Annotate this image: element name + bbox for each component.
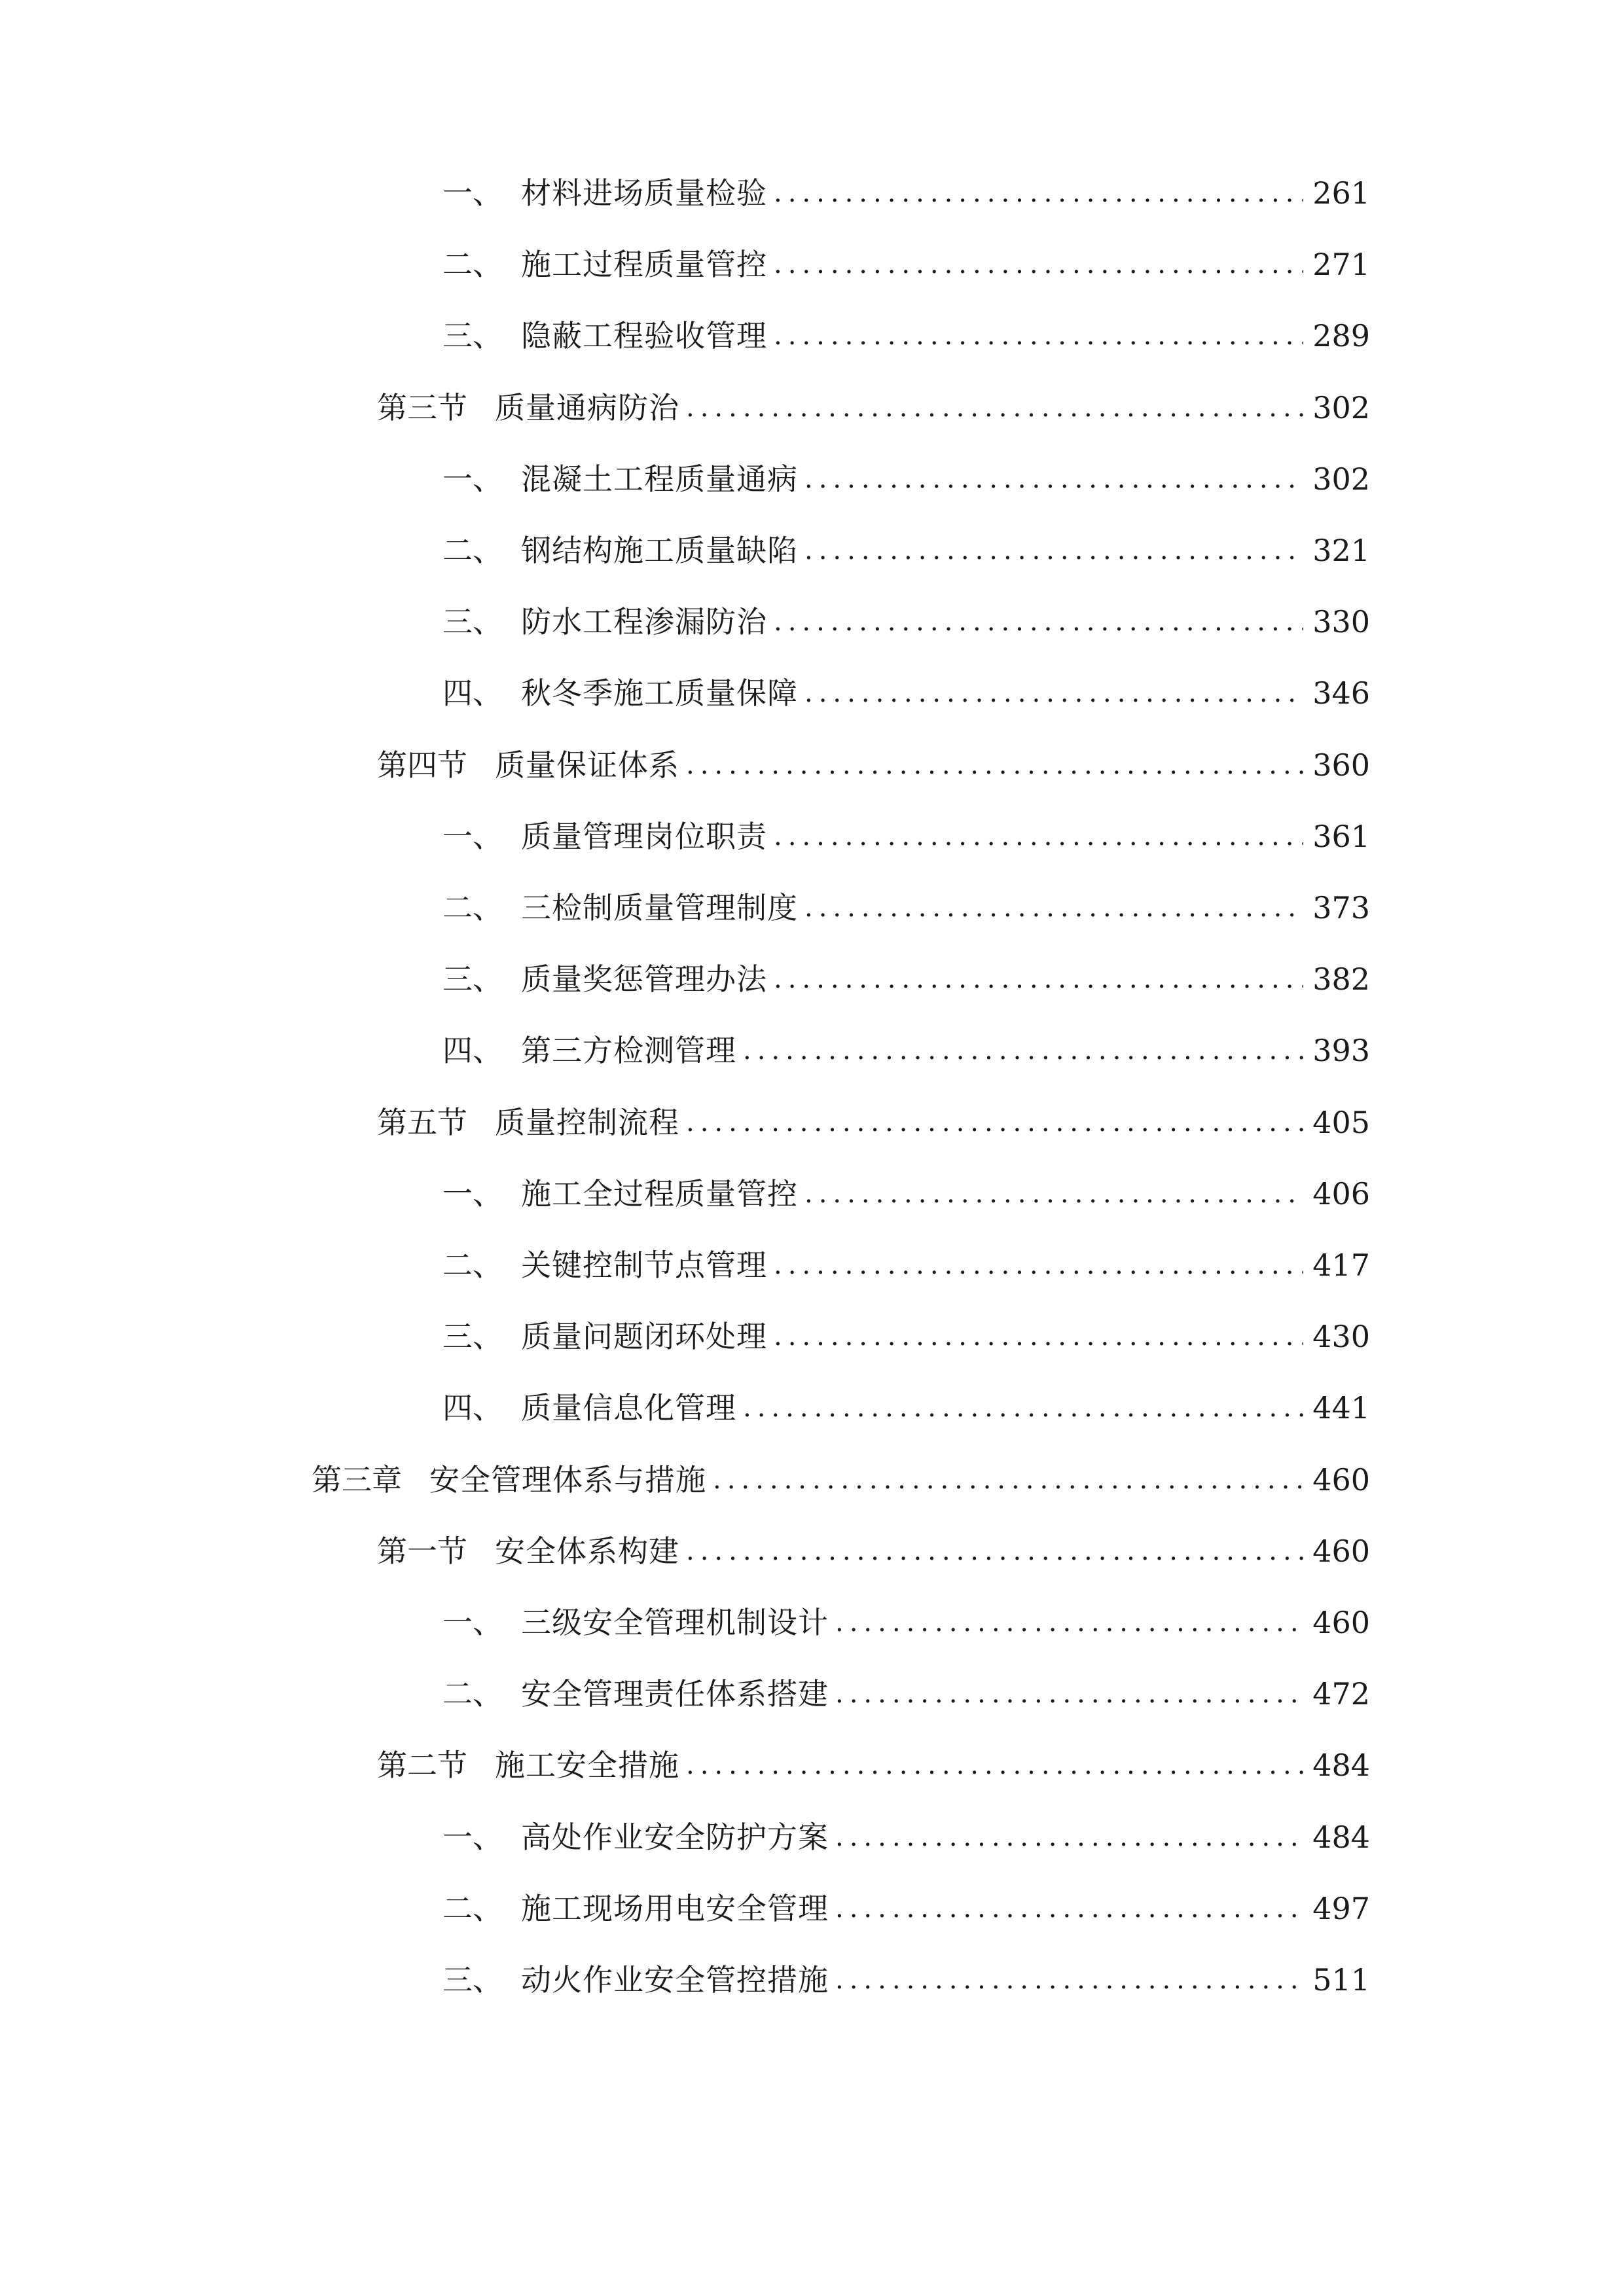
toc-dot-leader [835,1811,1303,1863]
toc-dot-leader [774,310,1303,362]
toc-entry[interactable] [442,310,1370,362]
toc-entry-page-number: 360 [1312,747,1370,783]
toc-entry-title: 高处作业安全防护方案 [521,1820,829,1855]
toc-entry-title: 质量通病防治 [495,390,679,425]
toc-entry-page-number: 417 [1312,1247,1370,1283]
toc-entry[interactable] [442,1668,1370,1720]
toc-entry[interactable] [442,953,1370,1005]
toc-entry-page-number: 484 [1312,1820,1370,1855]
toc-entry-page-number: 405 [1312,1105,1370,1140]
toc-entry-title: 施工过程质量管控 [521,247,767,282]
toc-entry[interactable] [312,1454,1370,1506]
toc-entry-title: 施工现场用电安全管理 [521,1891,829,1926]
toc-entry-title: 质量控制流程 [495,1105,679,1140]
toc-dot-leader [804,453,1303,505]
toc-entry-page-number: 373 [1312,890,1370,925]
toc-entry[interactable] [442,1168,1370,1220]
toc-entry-number: 三、 [442,604,503,639]
toc-entry-number: 二、 [442,533,503,568]
toc-entry-page-number: 441 [1312,1390,1370,1426]
toc-dot-leader [686,1739,1303,1791]
toc-entry-title: 材料进场质量检验 [521,175,767,211]
toc-entry-page-number: 271 [1312,247,1370,282]
toc-entry-page-number: 321 [1312,533,1370,568]
toc-entry-page-number: 330 [1312,604,1370,639]
toc-entry-page-number: 361 [1312,819,1370,854]
toc-entry[interactable] [442,524,1370,577]
toc-dot-leader [804,667,1303,719]
toc-entry-title: 关键控制节点管理 [521,1247,767,1283]
toc-entry-title: 三检制质量管理制度 [521,890,798,925]
toc-entry[interactable] [377,1739,1370,1791]
toc-entry-title: 安全管理体系与措施 [429,1462,706,1498]
toc-dot-leader [804,1168,1303,1220]
toc-entry-number: 第四节 [377,747,467,783]
toc-entry[interactable] [377,1525,1370,1577]
toc-entry-title: 质量问题闭环处理 [521,1319,767,1354]
toc-entry-page-number: 302 [1312,461,1370,497]
toc-entry[interactable] [442,596,1370,648]
toc-entry-page-number: 460 [1312,1534,1370,1569]
toc-entry-title: 动火作业安全管控措施 [521,1962,829,1998]
toc-dot-leader [774,1310,1303,1363]
toc-dot-leader [774,953,1303,1005]
toc-entry-page-number: 382 [1312,961,1370,997]
toc-dot-leader [835,1596,1303,1649]
toc-entry-page-number: 302 [1312,390,1370,425]
toc-entry-title: 钢结构施工质量缺陷 [521,533,798,568]
toc-entry[interactable] [442,453,1370,505]
toc-dot-leader [774,596,1303,648]
toc-dot-leader [774,1239,1303,1291]
toc-dot-leader [713,1454,1303,1506]
toc-dot-leader [686,739,1303,791]
toc-entry-page-number: 406 [1312,1176,1370,1211]
toc-entry[interactable] [377,1096,1370,1149]
toc-entry-number: 第一节 [377,1534,467,1569]
toc-entry-number: 三、 [442,1962,503,1998]
toc-entry-page-number: 289 [1312,318,1370,353]
toc-entry-number: 第三章 [312,1462,402,1498]
toc-entry-number: 二、 [442,1676,503,1712]
toc-entry-number: 第三节 [377,390,467,425]
toc-dot-leader [774,810,1303,863]
toc-entry[interactable] [442,167,1370,219]
toc-entry[interactable] [442,1954,1370,2006]
toc-entry-page-number: 430 [1312,1319,1370,1354]
toc-dot-leader [743,1382,1303,1434]
toc-entry-number: 四、 [442,1390,503,1426]
toc-dot-leader [804,524,1303,577]
toc-entry-title: 质量保证体系 [495,747,679,783]
toc-dot-leader [835,1668,1303,1720]
toc-entry-page-number: 261 [1312,175,1370,211]
toc-entry[interactable] [442,1024,1370,1077]
toc-entry-number: 二、 [442,247,503,282]
toc-entry-title: 混凝土工程质量通病 [521,461,798,497]
toc-entry-page-number: 484 [1312,1748,1370,1783]
toc-entry-title: 第三方检测管理 [521,1033,736,1068]
toc-entry-title: 施工安全措施 [495,1748,679,1783]
toc-entry-number: 一、 [442,1820,503,1855]
toc-entry-page-number: 497 [1312,1891,1370,1926]
toc-entry-number: 四、 [442,1033,503,1068]
toc-entry[interactable] [377,382,1370,434]
toc-entry-title: 质量信息化管理 [521,1390,736,1426]
toc-dot-leader [835,1954,1303,2006]
toc-entry-page-number: 346 [1312,675,1370,711]
toc-dot-leader [743,1024,1303,1077]
toc-dot-leader [774,238,1303,291]
toc-entry-title: 安全体系构建 [495,1534,679,1569]
toc-dot-leader [686,382,1303,434]
toc-dot-leader [774,167,1303,219]
toc-entry-title: 隐蔽工程验收管理 [521,318,767,353]
toc-entry-number: 一、 [442,461,503,497]
toc-entry-number: 二、 [442,1247,503,1283]
toc-entry[interactable] [442,1310,1370,1363]
toc-entry-number: 三、 [442,318,503,353]
toc-dot-leader [686,1096,1303,1149]
toc-entry-title: 施工全过程质量管控 [521,1176,798,1211]
toc-entry-title: 秋冬季施工质量保障 [521,675,798,711]
toc-entry-number: 三、 [442,1319,503,1354]
toc-entry-number: 二、 [442,890,503,925]
toc-dot-leader [804,882,1303,934]
toc-entry[interactable] [442,1882,1370,1935]
toc-entry-title: 防水工程渗漏防治 [521,604,767,639]
toc-entry-title: 三级安全管理机制设计 [521,1605,829,1640]
toc-entry[interactable] [442,1382,1370,1434]
toc-entry-number: 一、 [442,175,503,211]
toc-entry[interactable] [442,667,1370,719]
toc-dot-leader [686,1525,1303,1577]
toc-entry[interactable] [442,1596,1370,1649]
toc-entry[interactable] [442,238,1370,291]
toc-entry-number: 一、 [442,1605,503,1640]
toc-entry-number: 三、 [442,961,503,997]
toc-entry-title: 质量奖惩管理办法 [521,961,767,997]
toc-entry-page-number: 460 [1312,1462,1370,1498]
toc-entry-number: 四、 [442,675,503,711]
toc-entry-number: 第二节 [377,1748,467,1783]
toc-entry-title: 安全管理责任体系搭建 [521,1676,829,1712]
toc-entry-number: 第五节 [377,1105,467,1140]
toc-dot-leader [835,1882,1303,1935]
toc-entry-title: 质量管理岗位职责 [521,819,767,854]
toc-entry[interactable] [442,882,1370,934]
toc-entry-page-number: 511 [1312,1962,1370,1998]
toc-entry-page-number: 393 [1312,1033,1370,1068]
toc-entry[interactable] [442,1239,1370,1291]
toc-entry-number: 一、 [442,1176,503,1211]
toc-entry-number: 二、 [442,1891,503,1926]
toc-entry[interactable] [442,1811,1370,1863]
toc-entry-page-number: 472 [1312,1676,1370,1712]
toc-entry[interactable] [442,810,1370,863]
toc-entry-page-number: 460 [1312,1605,1370,1640]
toc-entry[interactable] [377,739,1370,791]
toc-entry-number: 一、 [442,819,503,854]
